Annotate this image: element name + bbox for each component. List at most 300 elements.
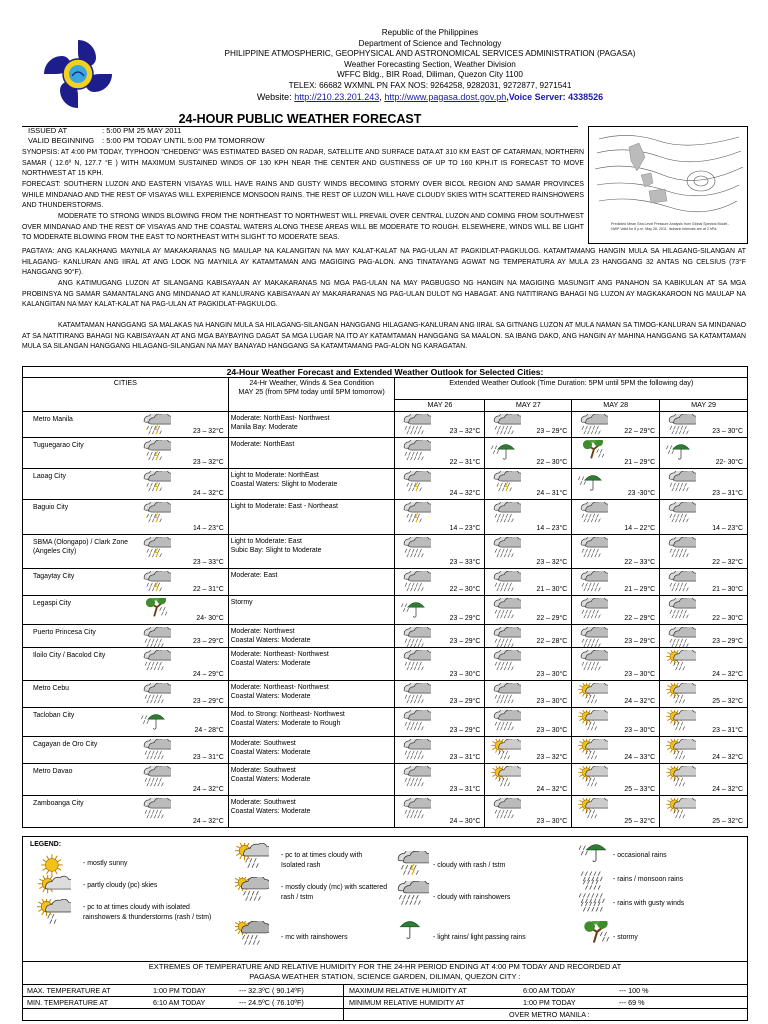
condition-line: Moderate: Northeast- Northwest bbox=[230, 651, 329, 658]
outlook-cell-wrap bbox=[395, 737, 484, 763]
outlook-cell bbox=[660, 569, 748, 596]
cloudy-rainshowers-icon bbox=[491, 414, 521, 438]
cond-header-line2: MAY 25 (from 5PM today until 5PM tomorrow) bbox=[238, 387, 385, 396]
table-row bbox=[23, 708, 748, 737]
outlook-cell-wrap bbox=[572, 648, 659, 680]
outlook-cell bbox=[572, 500, 660, 535]
col-header-extended bbox=[395, 378, 748, 400]
outlook-cell bbox=[395, 469, 485, 500]
city-cell-wrap bbox=[23, 737, 228, 763]
condition-cell bbox=[228, 708, 395, 737]
cloudy-rain-tstm-icon bbox=[401, 471, 431, 495]
city-temp: 22 – 31°C bbox=[192, 586, 224, 593]
cloudy-rainshowers-icon bbox=[141, 650, 171, 674]
city-name: Laoag City bbox=[33, 473, 66, 480]
outlook-temp: 24 – 30°C bbox=[449, 818, 481, 825]
issued-block bbox=[28, 126, 265, 146]
outlook-cell bbox=[485, 469, 572, 500]
city-cell bbox=[23, 681, 229, 708]
outlook-cell bbox=[660, 535, 748, 569]
condition-line: Coastal Waters: Moderate bbox=[230, 808, 311, 815]
city-name: Tacloban City bbox=[33, 712, 75, 719]
outlook-cell-wrap bbox=[660, 681, 747, 707]
condition-cell bbox=[228, 625, 395, 648]
cond-header-line1: 24-Hr Weather, Winds & Sea Condition bbox=[249, 378, 374, 387]
cloudy-rainshowers-icon bbox=[141, 739, 171, 763]
city-name: Metro Manila bbox=[33, 416, 73, 423]
outlook-temp: 23 – 29°C bbox=[449, 615, 481, 622]
tagalog-winds-text: KATAMTAMAN HANGGANG SA MALAKAS NA HANGIN MULA SA HILAGANG-SILANGAN HANGGANG HILAGANG-KANLURAN ANG IIRAL SA GITNANG LUZON AT MULA NAMAN SA TIMOG-KANLURAN SA MINDANAO AT SA NATITIRANG BAHAGI NG KABISAYAAN AT ANG MGA BAYBAYING DAGAT SA MGA LUGAR NA ITO AY KATAMTAMAN HANGGANG SA MAALON. SA IBANG DAKO, ANG HANGIN AY MAHINA HANGGANG SA KATAMTAMAN MULA SA SILANGAN HANGGANG HILAGANG-SILANGAN NA MAY BANAYAD HANGGANG SA KATAMTAMANG PAG-ALON NG KARAGATAN. bbox=[22, 322, 746, 351]
condition-line: Coastal Waters: Moderate bbox=[230, 749, 311, 756]
extended-label: Extended Weather Outlook (Time Duration: 5PM until 5PM the following day) bbox=[449, 378, 694, 387]
outlook-cell-wrap bbox=[572, 596, 659, 624]
outlook-temp: 14 – 23°C bbox=[712, 525, 743, 532]
outlook-cell bbox=[395, 596, 485, 625]
outlook-cell bbox=[485, 535, 572, 569]
outlook-temp: 25 – 33°C bbox=[624, 786, 656, 793]
mc-scattered-rash-icon bbox=[235, 877, 263, 899]
city-cell-wrap bbox=[23, 500, 228, 534]
max-temp-value: --- 32.3ºC ( 90.14ºF) bbox=[239, 986, 304, 995]
outlook-temp: 25 – 32°C bbox=[712, 698, 743, 705]
light-rains-icon bbox=[395, 917, 423, 939]
city-cell bbox=[23, 764, 229, 796]
outlook-cell-wrap bbox=[395, 500, 484, 534]
city-cell-wrap bbox=[23, 648, 228, 680]
outlook-temp: 23 – 31°C bbox=[449, 754, 481, 761]
outlook-cell-wrap bbox=[660, 625, 747, 647]
pc-rain-tstm-icon bbox=[666, 650, 696, 674]
outlook-cell-wrap bbox=[395, 569, 484, 595]
cloudy-rainshowers-icon bbox=[401, 798, 431, 822]
stormy-icon bbox=[141, 598, 171, 622]
sunny-icon bbox=[37, 853, 65, 875]
table-row bbox=[23, 648, 748, 681]
legend-item-text: - pc to at times cloudy with isolated rainshowers & thunderstorms (rash / tstm) bbox=[83, 904, 212, 921]
outlook-cell bbox=[395, 438, 485, 469]
outlook-cell bbox=[395, 764, 485, 796]
occasional-rains-icon bbox=[666, 440, 696, 464]
occasional-rains-icon bbox=[578, 471, 608, 495]
outlook-cell bbox=[395, 412, 485, 438]
condition-cell bbox=[228, 764, 395, 796]
outlook-cell bbox=[660, 412, 748, 438]
outlook-cell-wrap bbox=[660, 764, 747, 795]
cloudy-rainshowers-icon bbox=[401, 766, 431, 790]
page-title: 24-HOUR PUBLIC WEATHER FORECAST bbox=[178, 112, 422, 126]
condition-line: Coastal Waters: Moderate bbox=[230, 660, 311, 667]
cloudy-rainshowers-icon bbox=[491, 502, 521, 526]
outlook-temp: 23 – 29°C bbox=[536, 428, 568, 435]
header-telex: TELEX: 66682 WXMNL PN FAX NOS: 9264258, 9282031, 9272877, 9271541 bbox=[288, 80, 572, 90]
outlook-temp: 23 – 29°C bbox=[449, 698, 481, 705]
city-cell bbox=[23, 469, 229, 500]
cloudy-rainshowers-icon bbox=[401, 739, 431, 763]
outlook-cell bbox=[395, 648, 485, 681]
outlook-cell-wrap bbox=[572, 469, 659, 499]
outlook-cell-wrap bbox=[485, 438, 571, 468]
mc-rainshowers-icon bbox=[235, 921, 263, 943]
outlook-cell-wrap bbox=[485, 569, 571, 595]
outlook-temp: 23 – 29°C bbox=[449, 638, 481, 645]
outlook-cell-wrap bbox=[485, 596, 571, 624]
outlook-cell-wrap bbox=[660, 796, 747, 827]
city-cell-wrap bbox=[23, 438, 228, 468]
city-name: Baguio City bbox=[33, 504, 69, 511]
table-row bbox=[23, 737, 748, 764]
outlook-cell-wrap bbox=[572, 535, 659, 568]
table-row bbox=[23, 596, 748, 625]
cloudy-rainshowers-icon bbox=[578, 502, 608, 526]
voice-server: ,Voice Server: 4338526 bbox=[506, 91, 604, 102]
outlook-cell bbox=[395, 681, 485, 708]
outlook-cell-wrap bbox=[485, 764, 571, 795]
outlook-cell-wrap bbox=[395, 708, 484, 736]
max-rh-time: 6:00 AM TODAY bbox=[523, 986, 576, 995]
outlook-cell bbox=[485, 708, 572, 737]
outlook-temp: 23 – 31°C bbox=[712, 727, 743, 734]
outlook-temp: 22 – 31°C bbox=[449, 459, 481, 466]
condition-line: Moderate: Southwest bbox=[230, 799, 296, 806]
extremes-divider bbox=[23, 1008, 747, 1009]
synopsis: SYNOPSIS: AT 4:00 PM TODAY, TYPHOON “CHEDENG” WAS ESTIMATED BASED ON RADAR, SATELLITE AND SURFACE DATA AT 310 KM EAST OF CATARMAN, NORTHERN SAMAR ( 12.6º N, 127.7 °E ) WITH MAXIMUM SUSTAINED WINDS OF 130 KPH NEAR THE CENTER AND GUSTINESS OF UP TO 160 KPH.IT IS FORECAST TO MOVE NORTHWEST AT 15 KPH. bbox=[22, 149, 584, 178]
condition-cell bbox=[228, 469, 395, 500]
outlook-cell bbox=[660, 625, 748, 648]
header-department: Department of Science and Technology bbox=[358, 38, 502, 48]
city-temp: 24 – 32°C bbox=[192, 786, 224, 793]
outlook-cell-wrap bbox=[660, 596, 747, 624]
cloudy-rainshowers-icon bbox=[395, 881, 423, 903]
min-rh-label: MINIMUM RELATIVE HUMIDITY AT bbox=[349, 998, 465, 1007]
issued-label: ISSUED AT bbox=[28, 126, 68, 135]
outlook-cell-wrap bbox=[485, 500, 571, 534]
outlook-cell bbox=[572, 412, 660, 438]
header bbox=[0, 14, 768, 104]
outlook-temp: 24 – 32°C bbox=[624, 698, 656, 705]
outlook-cell-wrap bbox=[485, 737, 571, 763]
city-cell bbox=[23, 412, 229, 438]
table-title: 24-Hour Weather Forecast and Extended Weather Outlook for Selected Cities: bbox=[22, 366, 748, 378]
city-cell bbox=[23, 648, 229, 681]
city-cell-wrap bbox=[23, 708, 228, 736]
legend-item-text: - light rains/ light passing rains bbox=[433, 934, 526, 941]
table-header-row bbox=[23, 378, 748, 400]
city-cell-wrap bbox=[23, 764, 228, 795]
outlook-temp: 21 – 30°C bbox=[536, 586, 568, 593]
pc-rain-tstm-icon bbox=[666, 739, 696, 763]
max-temp-label: MAX. TEMPERATURE AT bbox=[27, 986, 111, 995]
condition-cell bbox=[228, 681, 395, 708]
extremes-title-line1: EXTREMES OF TEMPERATURE AND RELATIVE HUMIDITY FOR THE 24-HR PERIOD ENDING AT 4:00 PM TODAY AND RECORDED AT bbox=[148, 962, 622, 971]
outlook-cell-wrap bbox=[572, 438, 659, 468]
legend-item-text: - occasional rains bbox=[613, 852, 667, 859]
city-cell bbox=[23, 596, 229, 625]
outlook-cell-wrap bbox=[485, 681, 571, 707]
city-temp: 14 – 23°C bbox=[192, 525, 224, 532]
outlook-cell-wrap bbox=[660, 708, 747, 736]
city-name: Iloilo City / Bacolod City bbox=[33, 652, 106, 659]
outlook-temp: 23 – 32°C bbox=[536, 754, 568, 761]
pc-rain-tstm-icon bbox=[578, 739, 608, 763]
city-cell bbox=[23, 569, 229, 596]
col-header-24hr bbox=[228, 378, 395, 412]
outlook-cell-wrap bbox=[572, 681, 659, 707]
legend-item-text: - rains / monsoon rains bbox=[613, 876, 684, 883]
condition-line: Coastal Waters: Moderate bbox=[230, 693, 311, 700]
outlook-cell-wrap bbox=[395, 625, 484, 647]
outlook-temp: 21 – 30°C bbox=[712, 586, 743, 593]
city-cell-wrap bbox=[23, 796, 228, 827]
legend-item-text: - pc to at times cloudy with Isolated rash bbox=[281, 852, 363, 869]
outlook-temp: 23 – 30°C bbox=[536, 698, 568, 705]
website-link-pagasa[interactable]: http://www.pagasa.dost.gov.ph bbox=[384, 91, 507, 102]
cloudy-rain-tstm-icon bbox=[141, 502, 171, 526]
city-name: Cagayan de Oro City bbox=[33, 741, 98, 748]
city-cell-wrap bbox=[23, 412, 228, 437]
cloudy-rainshowers-icon bbox=[141, 683, 171, 707]
pc-rain-tstm-icon bbox=[666, 766, 696, 790]
extremes-section bbox=[22, 960, 748, 1021]
outlook-cell-wrap bbox=[485, 412, 571, 437]
table-row bbox=[23, 469, 748, 500]
city-temp: 23 – 32°C bbox=[192, 428, 224, 435]
pc-rain-tstm-icon bbox=[578, 766, 608, 790]
cloudy-rainshowers-icon bbox=[401, 440, 431, 464]
outlook-temp: 21 – 29°C bbox=[624, 586, 656, 593]
forecast-table bbox=[22, 377, 748, 828]
city-temp: 24- 30°C bbox=[196, 615, 224, 622]
outlook-cell bbox=[485, 438, 572, 469]
condition-cell bbox=[228, 796, 395, 828]
cloudy-rainshowers-icon bbox=[666, 598, 696, 622]
legend-item-text: - mostly cloudy (mc) with scattered rash / tstm bbox=[281, 884, 388, 901]
table-row bbox=[23, 796, 748, 828]
outlook-cell-wrap bbox=[485, 625, 571, 647]
outlook-temp: 23 – 30°C bbox=[624, 727, 656, 734]
outlook-temp: 21 – 29°C bbox=[624, 459, 656, 466]
outlook-cell bbox=[572, 438, 660, 469]
col-header-cities bbox=[23, 378, 229, 412]
cloudy-rain-tstm-icon bbox=[491, 471, 521, 495]
day-header: MAY 29 bbox=[660, 400, 748, 412]
condition-cell bbox=[228, 569, 395, 596]
city-name: Metro Davao bbox=[33, 768, 73, 775]
outlook-temp: 24 – 32°C bbox=[712, 671, 743, 678]
outlook-cell bbox=[485, 625, 572, 648]
table-row bbox=[23, 569, 748, 596]
extremes-title bbox=[23, 962, 747, 982]
condition-line: Moderate: Northwest bbox=[230, 628, 295, 635]
outlook-cell-wrap bbox=[572, 708, 659, 736]
min-temp-label: MIN. TEMPERATURE AT bbox=[27, 998, 109, 1007]
cloudy-rainshowers-icon bbox=[666, 502, 696, 526]
outlook-temp: 23 – 30°C bbox=[536, 818, 568, 825]
table-row bbox=[23, 535, 748, 569]
condition-cell bbox=[228, 596, 395, 625]
city-cell bbox=[23, 535, 229, 569]
outlook-temp: 24 – 32°C bbox=[449, 490, 481, 497]
city-name: Puerto Princesa City bbox=[33, 629, 96, 636]
outlook-cell-wrap bbox=[485, 796, 571, 827]
outlook-cell bbox=[395, 535, 485, 569]
cloudy-rainshowers-icon bbox=[666, 537, 696, 561]
outlook-cell bbox=[395, 737, 485, 764]
outlook-cell-wrap bbox=[660, 500, 747, 534]
cloudy-rainshowers-icon bbox=[401, 710, 431, 734]
day-header: MAY 28 bbox=[572, 400, 660, 412]
cloudy-rainshowers-icon bbox=[491, 537, 521, 561]
cloudy-rain-tstm-icon bbox=[141, 537, 171, 561]
condition-line: Coastal Waters: Slight to Moderate bbox=[230, 481, 338, 488]
city-name: SBMA (Olongapo) / Clark Zone (Angeles City) bbox=[33, 539, 128, 555]
city-name: Legaspi City bbox=[33, 600, 71, 607]
outlook-temp: 23 – 29°C bbox=[449, 727, 481, 734]
table-row bbox=[23, 764, 748, 796]
occasional-rains-icon bbox=[491, 440, 521, 464]
city-cell bbox=[23, 500, 229, 535]
outlook-cell bbox=[572, 681, 660, 708]
city-cell bbox=[23, 625, 229, 648]
city-name: Tuguegarao City bbox=[33, 442, 84, 449]
outlook-temp: 14 – 23°C bbox=[449, 525, 481, 532]
condition-line: Moderate: Southwest bbox=[230, 767, 296, 774]
cloudy-rainshowers-icon bbox=[401, 683, 431, 707]
outlook-cell-wrap bbox=[395, 535, 484, 568]
valid-label: VALID BEGINNING bbox=[28, 136, 95, 145]
outlook-cell bbox=[485, 737, 572, 764]
pressure-analysis-map bbox=[588, 126, 748, 244]
legend-item-text: - mc with rainshowers bbox=[281, 934, 348, 941]
legend-item-text: - cloudy with rainshowers bbox=[433, 894, 511, 901]
outlook-temp: 23 – 32°C bbox=[536, 559, 568, 566]
min-rh-value: --- 69 % bbox=[619, 998, 645, 1007]
outlook-cell bbox=[572, 625, 660, 648]
outlook-cell bbox=[485, 648, 572, 681]
cloudy-rainshowers-icon bbox=[578, 650, 608, 674]
outlook-temp: 23 – 29°C bbox=[624, 638, 656, 645]
condition-line: Coastal Waters: Moderate bbox=[230, 776, 311, 783]
outlook-temp: 25 – 32°C bbox=[624, 818, 656, 825]
outlook-cell-wrap bbox=[395, 764, 484, 795]
winds-text: MODERATE TO STRONG WINDS BLOWING FROM THE NORTHEAST TO NORTHWEST WILL PREVAIL OVER CENTRAL LUZON AND COMING FROM SOUTHWEST OVER MINDANAO AND THE REST OF VISAYAS AND THE COASTAL WATERS ALONG THESE AREAS WILL BE MODERATE TO ROUGH. ELSEWHERE, WINDS WILL BE LIGHT TO MODERATE BLOWING FROM THE EAST TO NORTHEAST WITH SLIGHT TO MODERATE SEAS. bbox=[22, 213, 584, 242]
cloudy-rainshowers-icon bbox=[491, 683, 521, 707]
condition-line: Coastal Waters: Moderate to Rough bbox=[230, 720, 341, 727]
pagtaya-text: PAGTAYA: ANG KALAKHANG MAYNILA AY MAKAKARANAS NG MAULAP NA KALANGITAN NA MAY KALAT-KALAT NA PAG-ULAN AT PAGKIDLAT-PAGKULOG. KATAMTAMANG HANGIN MULA SA HILAGANG-SILANGAN AT HILAGANG- KANLURAN ANG IIRAL AT ANG LOOK NG MAYNILA AY KATAMTAMAN ANG MAGIGING PAG-ALON. ANG TINATAYANG AGWAT NG TEMPERATURA AY MULA 23 HANGGANG 32 ANTAS NG CELSIUS (73°F HANGGANG 90°F). bbox=[22, 248, 746, 277]
outlook-temp: 22 – 30°C bbox=[449, 586, 481, 593]
cloudy-rainshowers-icon bbox=[401, 414, 431, 438]
day-header: MAY 27 bbox=[485, 400, 572, 412]
monsoon-rains-icon bbox=[579, 867, 607, 889]
occasional-rains-icon bbox=[401, 598, 431, 622]
outlook-cell bbox=[660, 796, 748, 828]
outlook-cell bbox=[485, 681, 572, 708]
outlook-cell bbox=[572, 648, 660, 681]
outlook-temp: 22- 30°C bbox=[715, 459, 743, 466]
cloudy-rain-tstm-icon bbox=[141, 414, 171, 438]
outlook-temp: 24 – 33°C bbox=[624, 754, 656, 761]
condition-line: Light to Moderate: NorthEast bbox=[230, 472, 319, 479]
outlook-cell bbox=[395, 708, 485, 737]
outlook-cell-wrap bbox=[572, 737, 659, 763]
legend bbox=[22, 836, 748, 962]
max-rh-label: MAXIMUM RELATIVE HUMIDITY AT bbox=[349, 986, 467, 995]
outlook-temp: 14 – 22°C bbox=[624, 525, 656, 532]
city-cell bbox=[23, 438, 229, 469]
cloudy-rainshowers-icon bbox=[666, 471, 696, 495]
outlook-temp: 24 – 32°C bbox=[712, 786, 743, 793]
outlook-cell bbox=[485, 412, 572, 438]
condition-cell bbox=[228, 535, 395, 569]
outlook-cell bbox=[485, 569, 572, 596]
cloudy-rain-tstm-icon bbox=[141, 571, 171, 595]
outlook-cell-wrap bbox=[485, 708, 571, 736]
outlook-cell bbox=[572, 535, 660, 569]
outlook-temp: 22 – 28°C bbox=[536, 638, 568, 645]
max-rh-value: --- 100 % bbox=[619, 986, 649, 995]
header-republic: Republic of the Philippines bbox=[381, 28, 479, 37]
pc-rain-tstm-icon bbox=[578, 683, 608, 707]
cloudy-rainshowers-icon bbox=[401, 650, 431, 674]
pc-rain-tstm-icon bbox=[666, 798, 696, 822]
cloudy-rainshowers-icon bbox=[401, 571, 431, 595]
outlook-cell-wrap bbox=[485, 648, 571, 680]
outlook-temp: 23 – 31°C bbox=[712, 490, 743, 497]
outlook-cell bbox=[572, 737, 660, 764]
website-link-ip[interactable]: http://210.23.201.243 bbox=[294, 91, 380, 102]
outlook-cell bbox=[660, 708, 748, 737]
condition-line: Manila Bay: Moderate bbox=[230, 424, 298, 431]
cloudy-rainshowers-icon bbox=[491, 710, 521, 734]
pc-rain-tstm-icon bbox=[578, 798, 608, 822]
condition-line: Mod. to Strong: Northeast- Northwest bbox=[230, 711, 345, 718]
cloudy-rainshowers-icon bbox=[578, 571, 608, 595]
cloudy-rainshowers-icon bbox=[401, 537, 431, 561]
city-name: Zamboanga City bbox=[33, 800, 84, 807]
header-agency: PHILIPPINE ATMOSPHERIC, GEOPHYSICAL AND ASTRONOMICAL SERVICES ADMINISTRATION (PAGASA) bbox=[224, 49, 636, 59]
issued-value: : 5:00 PM 25 MAY 2011 bbox=[102, 126, 182, 135]
city-temp: 24 – 32°C bbox=[192, 490, 224, 497]
condition-line: Moderate: NorthEast bbox=[230, 441, 295, 448]
legend-item-text: - partly cloudy (pc) skies bbox=[83, 882, 158, 889]
table-row bbox=[23, 500, 748, 535]
occasional-rains-icon bbox=[141, 710, 171, 734]
pc-rain-tstm-icon bbox=[666, 710, 696, 734]
condition-cell bbox=[228, 648, 395, 681]
valid-value: : 5:00 PM TODAY UNTIL 5:00 PM TOMORROW bbox=[102, 136, 265, 145]
rains-gusty-winds-icon bbox=[579, 891, 607, 913]
outlook-cell bbox=[485, 764, 572, 796]
extremes-divider bbox=[23, 984, 747, 985]
condition-line: Stormy bbox=[230, 599, 253, 606]
pc-isolated-rash-icon bbox=[235, 843, 263, 865]
city-temp: 23 – 33°C bbox=[192, 559, 224, 566]
outlook-cell bbox=[660, 648, 748, 681]
cloudy-rain-tstm-icon bbox=[141, 440, 171, 464]
city-name: Tagaytay City bbox=[33, 573, 75, 580]
city-cell bbox=[23, 708, 229, 737]
map-caption: Predicted Mean Sea Level Pressure Analysis from Global Spectral Model - NWP Valid for 8 p.m. May 26, 2011. Isobaric intervals are at 2 hPa. bbox=[611, 222, 730, 231]
extremes-col-divider bbox=[343, 984, 344, 1020]
legend-item-text: - stormy bbox=[613, 934, 638, 941]
condition-line: Moderate: Southwest bbox=[230, 740, 296, 747]
outlook-temp: 23 -30°C bbox=[627, 490, 656, 497]
condition-cell bbox=[228, 500, 395, 535]
outlook-temp: 22 – 29°C bbox=[536, 615, 568, 622]
city-cell-wrap bbox=[23, 535, 228, 568]
condition-line: Light to Moderate: East - Northeast bbox=[230, 503, 338, 510]
city-cell-wrap bbox=[23, 681, 228, 707]
city-temp: 23 – 29°C bbox=[192, 638, 224, 645]
